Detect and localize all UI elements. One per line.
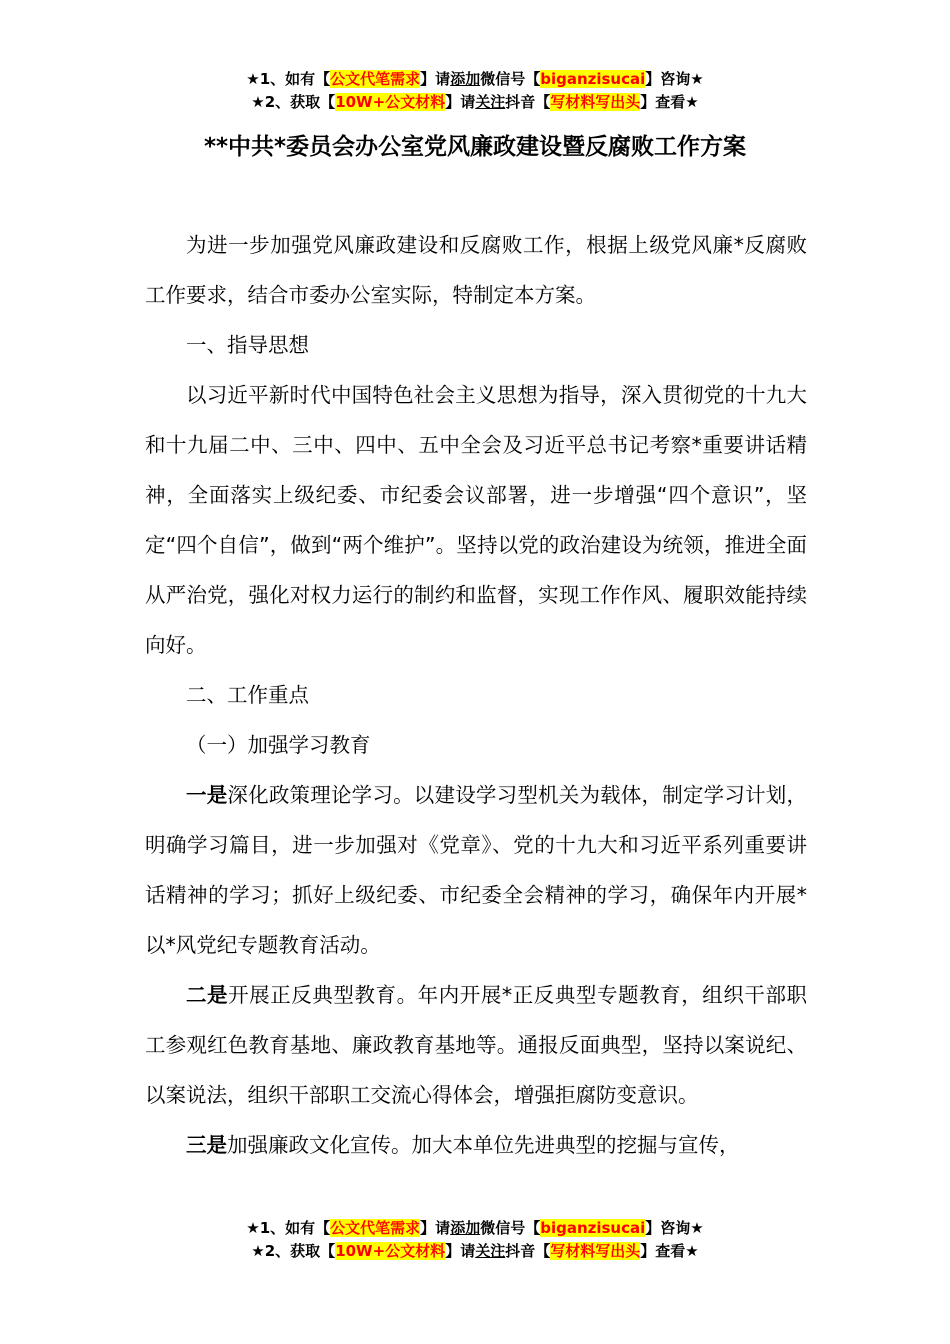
promo-line-2 [0, 1240, 950, 1263]
promo-highlight: 公文代笔需求 [330, 70, 421, 88]
promo-highlight: biganzisucai [540, 1219, 646, 1237]
promo-text: ★1、如有【 [246, 70, 331, 88]
promo-highlight: biganzisucai [540, 70, 646, 88]
promo-header [0, 68, 950, 114]
list-item [145, 1120, 807, 1170]
promo-highlight: 公文代笔需求 [330, 1219, 421, 1237]
promo-text: ★1、如有【 [246, 1219, 331, 1237]
promo-text: 抖音【 [505, 1242, 551, 1260]
promo-text: ★2、获取【 [251, 1242, 336, 1260]
promo-text: 微信号【 [480, 70, 541, 88]
document-title: **中共*委员会办公室党风廉政建设暨反腐败工作方案 [203, 134, 747, 160]
promo-highlight: 10W+公文材料 [335, 93, 446, 111]
subsection-heading: （一）加强学习教育 [186, 733, 371, 757]
list-item [145, 970, 807, 1120]
promo-footer [0, 1217, 950, 1263]
section-paragraph: 以习近平新时代中国特色社会主义思想为指导，深入贯彻党的十九大和十九届二中、三中、四中、五中全会及习近平总书记考察*重要讲话精神，全面落实上级纪委、市纪委会议部署，进一步增强“四个意识”，坚定“四个自信”，做到“两个维护”。坚持以党的政治建设为统领，推进全面从严治党，强化对权力运行的制约和监督，实现工作作风、履职效能持续向好。 [145, 383, 807, 657]
promo-underline: 关注 [475, 1242, 506, 1260]
item-text: 开展正反典型教育。年内开展*正反典型专题教育，组织干部职工参观红色教育基地、廉政教育基地等。通报反面典型，坚持以案说纪、以案说法，组织干部职工交流心得体会，增强拒腐防变意识。 [145, 983, 808, 1107]
list-item [145, 770, 807, 970]
promo-text: 】查看★ [640, 1242, 699, 1260]
promo-highlight: 10W+公文材料 [335, 1242, 446, 1260]
promo-text: 】请 [420, 1219, 451, 1237]
promo-underline: 关注 [475, 93, 506, 111]
promo-line-2 [0, 91, 950, 114]
promo-line-1 [0, 68, 950, 91]
promo-text: 】请 [445, 1242, 476, 1260]
intro-paragraph: 为进一步加强党风廉政建设和反腐败工作，根据上级党风廉*反腐败工作要求，结合市委办公室实际，特制定本方案。 [145, 233, 807, 307]
promo-text: 】咨询★ [645, 70, 704, 88]
promo-text: 】查看★ [640, 93, 699, 111]
section-heading: 二、工作重点 [186, 683, 309, 707]
promo-text: 】请 [420, 70, 451, 88]
item-lead: 一是 [186, 783, 228, 807]
promo-underline: 添加 [450, 1219, 481, 1237]
promo-text: 】请 [445, 93, 476, 111]
promo-text: ★2、获取【 [251, 93, 336, 111]
promo-text: 】咨询★ [645, 1219, 704, 1237]
promo-text: 微信号【 [480, 1219, 541, 1237]
item-text: 加强廉政文化宣传。加大本单位先进典型的挖掘与宣传， [227, 1133, 740, 1157]
promo-underline: 添加 [450, 70, 481, 88]
promo-highlight: 写材料写出头 [550, 1242, 641, 1260]
promo-text: 抖音【 [505, 93, 551, 111]
document-body [145, 220, 807, 1170]
item-lead: 三是 [186, 1133, 227, 1157]
promo-highlight: 写材料写出头 [550, 93, 641, 111]
section-heading: 一、指导思想 [186, 333, 309, 357]
promo-line-1 [0, 1217, 950, 1240]
item-text: 深化政策理论学习。以建设学习型机关为载体，制定学习计划，明确学习篇目，进一步加强对《党章》、党的十九大和习近平系列重要讲话精神的学习；抓好上级纪委、市纪委全会精神的学习，确保年内开展*以*风党纪专题教育活动。 [145, 783, 808, 957]
item-lead: 二是 [186, 983, 229, 1007]
